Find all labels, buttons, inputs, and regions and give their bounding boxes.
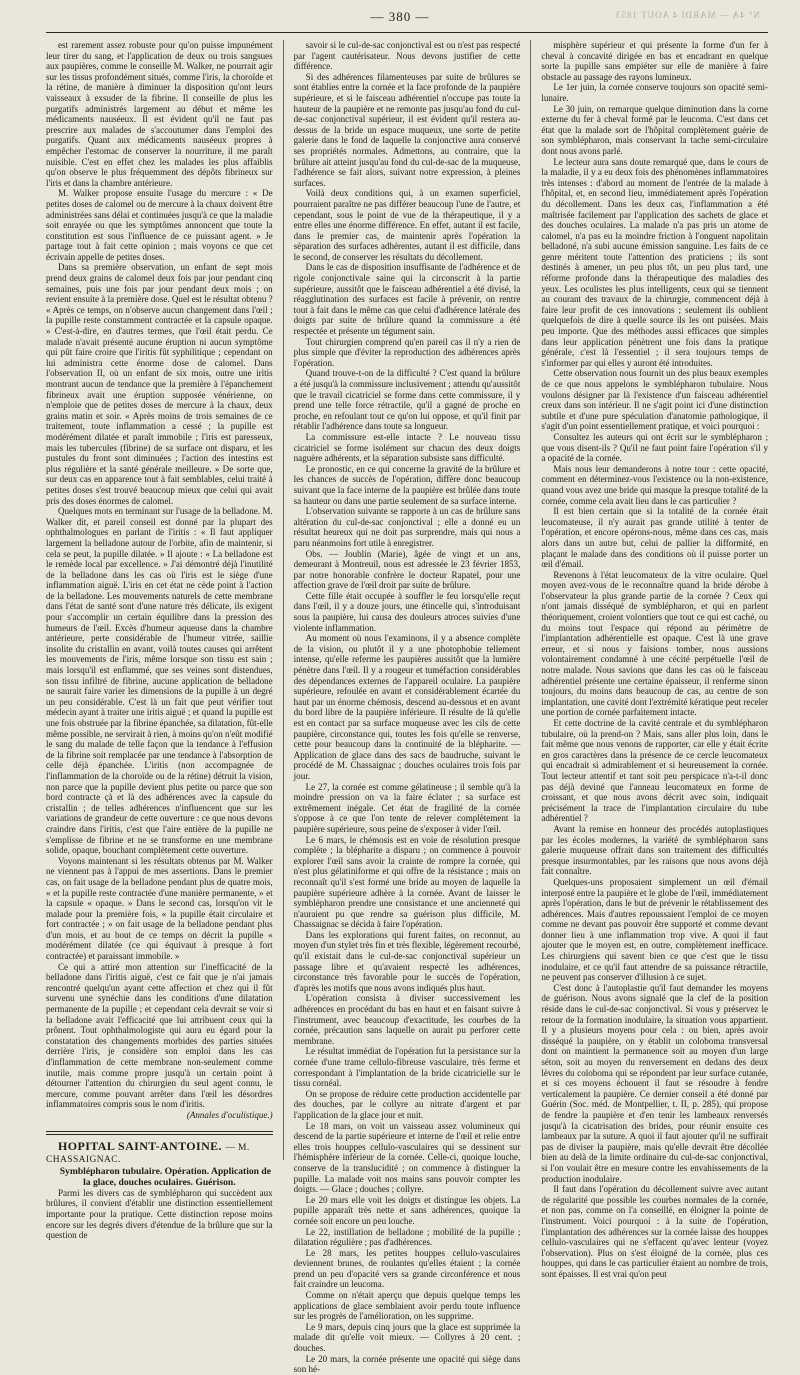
section-divider bbox=[46, 1131, 273, 1135]
paragraph: Mais nous leur demanderons à notre tour : cette opacité, comment en déterminez-vous l'existence ou la non-existence, quand vous avez une bride qui masque la presque totalité de la cornée, comme cela avait lieu dans le cas particulier ? bbox=[541, 463, 768, 506]
paragraph: Comme on n'était aperçu que depuis quelque temps les applications de glace semblaient avoir perdu toute influence sur les progrès de l'amélioration, on les supprime. bbox=[293, 1290, 521, 1322]
paragraph: C'est donc à l'autoplastie qu'il faut demander les moyens de guérison. Nous avons signalé que la clef de la position réside dans le cul-de-sac conjonctival. Si vous y préservez le retour de la formation inodulaire, la situation vous appartient. Il y a plusieurs moyens pour cela : ou bien, après avoir disséqué la paupière, on y établit un coloboma transversal dont on maintient la permanence soit au moyen d'un large séton, soit au moyen du renversement en dedans des deux lèvres du coloboma qui se répondent par leur surface cutanée, et si ces moyens échouent il faut se résoudre à fendre verticalement la paupière. Ce dernier conseil a été donné par Guérin (Soc. méd. de Montpellier, t. II, p. 285), qui propose de fendre la paupière et d'en tenir les lambeaux renversés jusqu'à la cicatrisation des brides, pour réunir ensuite ces lambeaux par la suture. A quoi il faut ajouter qu'il ne suffirait pas de diviser la paupière, mais qu'elle devrait être décollée bien au delà de la limite ordinaire du cul-de-sac conjonctival, si l'on voulait être en mesure contre les envahissements de la production inodulaire. bbox=[541, 982, 768, 1184]
column-2 bbox=[293, 40, 521, 1375]
header-rule bbox=[46, 32, 768, 33]
paragraph: Avant la remise en honneur des procédés autoplastiques par les écoles modernes, la variété de symblépharon sans galerie muqueuse offrait dans son traitement des difficultés presque insurmontables, par les raisons que nous avons déjà fait connaître. bbox=[541, 823, 768, 877]
paragraph: Le 22, instillation de belladone ; mobilité de la pupille ; dilatation régulière ; pas d'adhérences. bbox=[293, 1226, 521, 1248]
page-header bbox=[40, 4, 760, 30]
paragraph: Le 30 juin, on remarque quelque diminution dans la corne externe du fer à cheval formé par le leucoma. C'est dans cet état que la malade sort de l'hôpital complètement guérie de son symblépharon, mais conservant la tache semi-circulaire dont nous avons parlé. bbox=[541, 103, 768, 156]
paragraph: Quand trouve-t-on de la difficulté ? C'est quand la brûlure a été jusqu'à la commissure inclusivement ; attendu qu'aussitôt que le travail cicatriciel se forme dans cette commissure, il y prend une telle force rétractile, qu'il a gagné de proche en proche, en refoulant tout ce qu'on lui oppose, et qu'il finit par rétablir l'adhérence dans toute sa longueur. bbox=[293, 368, 521, 432]
article-subtitle: Symblépharon tubulaire. Opération. Application de la glace, douches oculaires. Guérison. bbox=[59, 1165, 271, 1188]
section-heading bbox=[46, 1138, 273, 1166]
paragraph: Ce qui a attiré mon attention sur l'inefficacité de la belladone dans l'iritis aiguë, c'est ce fait que je n'ai jamais rencontré quelqu'un ayant cette affection et chez qui il fût survenu une synéchie dans les conditions d'une dilatation permanente de la pupille ; et cependant cela devrait se voir si la belladone avait l'efficacité que lui attribuent ceux qui la prônent. Tout ophthalmologiste qui aura eu égard pour la constatation des changements morbides des parties situées derrière l'iris, je considère son emploi dans les cas d'inflammation de cette membrane non-seulement comme inutile, mais comme propre jusqu'à un certain point à détourner l'attention du chirurgien du seul agent connu, le mercure, comme pouvant arrêter dans l'œil les désordres inflammatoires compris sous le nom d'iritis. bbox=[46, 961, 273, 1110]
paragraph: Obs. — Joublin (Marie), âgée de vingt et un ans, demeurant à Montreuil, nous est adressée le 23 février 1853, par notre honorable confrère le docteur Rapatel, pour une affection grave de l'œil droit par suite de brûlure. bbox=[293, 548, 521, 591]
paragraph: Dans le cas de disposition insuffisante de l'adhérence et de rigole conjonctivale saine qui la circonscrit à la partie supérieure, aussitôt que le faisceau adhérentiel a été divisé, la réagglutination des surfaces est facile à prévenir, on rentre tout à fait dans le même cas que celui d'adhérence latérale des doigts par suite de brûlure quand la commissure a été respectée et présente un tégument sain. bbox=[293, 262, 521, 337]
column-3 bbox=[541, 40, 769, 1279]
paragraph: Le lecteur aura sans doute remarqué que, dans le cours de la maladie, il y a eu deux fois des phénomènes inflammatoires très intenses : d'abord au moment de l'entrée de la malade à l'hôpital, et, en second lieu, immédiatement après l'opération du décollement. Dans les deux cas, l'inflammation a été maîtrisée facilement par l'application des sachets de glace et des douches oculaires. La malade n'a pas pris un atome de calomel, n'a pas eu la moindre friction à l'onguent napolitain belladoné, n'a subi aucune émission sanguine. Les faits de ce genre méritent toute l'attention des praticiens ; ils sont destinés à amener, un peu plus tôt, un peu plus tard, une réforme profonde dans la thérapeutique des maladies des yeux. Les oculistes les plus intelligents, ceux qui se tiennent au courant des travaux de la chirurgie, commencent déjà à faire leur profit de ces innovations ; seulement ils oublient quelquefois de dire à quelle source ils les ont puisées. Mais peu importe. Que des méthodes aussi efficaces que simples dans leur application pénètrent une fois dans la pratique générale, c'est là l'essentiel ; il sera toujours temps de s'informer par qui elles y auront été introduites. bbox=[541, 156, 768, 368]
paragraph: La commissure est-elle intacte ? Le nouveau tissu cicatriciel se forme isolément sur chacun des deux doigts naguère adhérents, et la séparation subsiste sans difficulté. bbox=[293, 431, 521, 464]
paragraph: Il faut dans l'opération du décollement suivre avec autant de régularité que possible les courbes normales de la cornée, et non pas, comme on l'a conseillé, en éloigner la pointe de l'instrument. Voici pourquoi : à la suite de l'opération, l'implantation des adhérences sur la cornée laisse des houppes cellulo-vasculaires qui ne s'effacent qu'avec lenteur (voyez l'observation). Plus on s'est éloigné de la cornée, plus ces houppes, qui dans le cas particulier étaient au nombre de trois, sont épaisses. Il est vrai qu'on peut bbox=[541, 1184, 768, 1279]
bleed-through-text: N° 4A — MARDI 4 AOUT 1853 bbox=[615, 10, 760, 20]
paragraph: Le 20 mars elle voit les doigts et distingue les objets. La pupille apparaît très nette et sans adhérences, quoique la cornée soit encore un peu louche. bbox=[293, 1194, 521, 1226]
paragraph: Le 28 mars, les petites houppes cellulo-vasculaires deviennent brunes, de roulantes qu'elles étaient ; la cornée prend un peu d'opacité vers sa grande circonférence et nous fait craindre un leucoma. bbox=[293, 1247, 521, 1290]
paragraph: Le pronostic, en ce qui concerne la gravité de la brûlure et les chances de succès de l'opération, diffère donc beaucoup suivant que la face interne de la paupière est brûlée dans toute sa hauteur ou dans une partie seulement de sa surface interne. bbox=[293, 463, 521, 506]
paragraph: Consultez les auteurs qui ont écrit sur le symblépharon ; que vous disent-ils ? Qu'il ne faut point faire l'opération s'il y a opacité de la cornée. bbox=[541, 431, 768, 464]
paragraph: Au moment où nous l'examinons, il y a absence complète de la vision, ou plutôt il y a une photophobie tellement intense, qu'elle referme les paupières aussitôt que la lumière pénètre dans l'œil. Il y a rougeur et tuméfaction considérables des dépendances externes de l'appareil oculaire. La paupière supérieure, refoulée en avant et considérablement écartée du haut par un énorme chémosis, descend au-dessous et en avant du bord libre de la paupière inférieure. Il résulte de là qu'elle est en contact par sa surface muqueuse avec les cils de cette paupière, circonstance qui, toutes les fois qu'elle se renverse, cette pour beaucoup dans la continuité de la blépharite. — Application de glace dans des sacs de baudruche, suivant le procédé de M. Chassaignac ; douches oculaires trois fois par jour. bbox=[293, 633, 521, 781]
paragraph: Cette observation nous fournit un des plus beaux exemples de ce que nous appelons le symblépharon tubulaire. Nous voulons désigner par là l'existence d'un faisceau adhérentiel creux dans son intérieur. Il ne s'agit point ici d'une distinction subtile et d'une pure spéculation d'anatomie pathologique, il s'agit d'un point essentiellement pratique, et voici pourquoi : bbox=[541, 368, 768, 432]
column-1 bbox=[46, 40, 273, 1241]
text-columns bbox=[46, 40, 769, 1375]
paragraph: Dans les explorations qui furent faites, on reconnut, au moyen d'un stylet très fin et très flexible, légèrement recourbé, qu'il existait dans le cul-de-sac conjonctival supérieur un passage libre et qu'avaient respecté les adhérences, circonstance très favorable pour le succès de l'opération, d'après les motifs que nous avons indiqués plus haut. bbox=[293, 929, 521, 993]
paragraph: Le 9 mars, depuis cinq jours que la glace est supprimée la malade dit qu'elle voit mieux. — Collyres à 20 cent. ; douches. bbox=[293, 1321, 521, 1354]
citation: (Annales d'oculistique.) bbox=[186, 1109, 273, 1120]
paragraph: Le 1er juin, la cornée conserve toujours son opacité semi-lunaire. bbox=[541, 82, 768, 103]
paragraph: Voyons maintenant si les résultats obtenus par M. Walker ne viennent pas à l'appui de mes assertions. Dans le premier cas, on fait usage de la belladone pendant plus de quatre mois, « et la pupille reste contractée d'une manière permanente, » et la capsule « opaque. » Dans le second cas, lorsqu'on vit le malade pour la première fois, « la pupille était circulaire et fort contractée ; » on fait usage de la belladone pendant plus d'un mois, et au bout de ce temps on décrit la pupille « modérément dilatée (ce qui équivaut à presque à fort contractée) et paraissant immobile. » bbox=[46, 855, 273, 962]
paragraph: misphère supérieur et qui présente la forme d'un fer à cheval à concavité dirigée en bas et encadrant en quelque sorte la pupille sans empiéter sur elle de manière à faire obstacle au passage des rayons lumineux. bbox=[541, 40, 768, 82]
paragraph: Le résultat immédiat de l'opération fut la persistance sur la cornée d'une trame cellulo-fibreuse vasculaire, très ferme et correspondant à l'implantation de la bride cicatricielle sur le tissu cornéal. bbox=[293, 1046, 521, 1089]
paragraph: Le 6 mars, le chémosis est en voie de résolution presque complète ; la blépharite a disparu ; on commence à pouvoir explorer l'œil sans avoir la crainte de rompre la cornée, qui n'est plus gélatiniforme et qui offre de la résistance ; mais on reconnaît qu'il s'est formé une bride au moyen de laquelle la paupière supérieure adhère à la cornée. Avant de laisser le symblépharon prendre une consistance et une ancienneté qui n'auraient pu que rendre sa guérison plus difficile, M. Chassaignac se décida à faire l'opération. bbox=[293, 834, 521, 930]
paragraph: Parmi les divers cas de symblépharon qui succèdent aux brûlures, il convient d'établir une distinction essentiellement importante pour la pratique. Cette distinction repose moins encore sur les degrés divers d'étendue de la brûlure que sur la question de bbox=[46, 1187, 273, 1241]
column-divider bbox=[530, 40, 531, 1160]
paragraph: Il est bien certain que si la totalité de la cornée était leucomateuse, il n'y aurait pas grande utilité à tenter de l'opération, et encore opérons-nous, même dans ces cas, mais alors dans un autre but, celui de pallier la difformité, en plaçant le malade dans des conditions où il puisse porter un œil d'émail. bbox=[541, 506, 768, 570]
paragraph: On se propose de réduire cette production accidentelle par des douches, par le collyre au nitrate d'argent et par l'application de la glace jour et nuit. bbox=[293, 1088, 521, 1120]
paragraph: M. Walker propose ensuite l'usage du mercure : « De petites doses de calomel ou de mercure à la chaux doivent être administrées sans délai et continuées jusqu'à ce que la maladie soit enrayée ou que les symptômes annoncent que toute la constitution est sous l'influence de ce puissant agent. » Je partage tout à fait cette opinion ; mais voyons ce que cet écrivain appelle de petites doses. bbox=[46, 188, 273, 262]
paragraph: Quelques-uns proposaient simplement un œil d'émail interposé entre la paupière et le globe de l'œil, immédiatement après l'opération, dans le but de prévenir le rétablissement des adhérences. Mais d'autres repoussaient l'emploi de ce moyen comme ne devant pas pouvoir être supporté et comme devant donner lieu à une inflammation trop vive. A quoi il faut ajouter que le moyen est, en outre, complètement inefficace. Les chirurgiens qui savent bien ce que c'est que le tissu inodulaire, et ce qu'il faut attendre de sa puissance rétractile, ne peuvent pas conserver d'illusion à ce sujet. bbox=[541, 876, 768, 983]
page-number: — 380 — bbox=[370, 9, 430, 24]
paragraph: Quelques mots en terminant sur l'usage de la belladone. M. Walker dit, et pareil conseil est donné par la plupart des ophthalmologues en parlant de l'iritis : « Il faut appliquer largement la belladone autour de l'orbite, afin de maintenir, si cela se peut, la pupille dilatée. » Il ajoute : « La belladone est le remède local par excellence. » J'ai démontré déjà l'inutilité de la belladone dans les cas où l'iris est le siège d'une inflammation aiguë. L'iris en cet état ne cède point à l'action de la belladone. Les mouvements naturels de cette membrane dans l'état de santé sont d'une nature très délicate, ils exigent pour s'accomplir un certain équilibre dans la pression des humeurs de l'œil. Excès d'humeur aqueuse dans la chambre antérieure, perte considérable de l'humeur vitrée, saillie insolite du cristallin en avant, voilà toutes causes qui arrêtent les mouvements de l'iris, même lorsque son tissu est sain ; mais lorsqu'il est enflammé, que ses veines sont distendues, son tissu infiltré de fibrine, aucune application de belladone ne saurait faire varier les dimensions de la pupille à un degré un peu considérable. C'est là un fait que peut vérifier tout médecin ayant à traiter une iritis aiguë ; et quand la pupille est une fois obstruée par la fibrine épanchée, sa dilatation, fût-elle même possible, ne servirait à rien, à moins qu'on n'eût modifié le sang du malade de telle façon que la tendance à l'effusion de la fibrine soit remplacée par une tendance à l'absorption de celle déjà épanchée. L'iritis (non accompagnée de l'inflammation de la choroïde ou de la rétine) détruit la vision, non parce que la pupille devient plus petite ou parce que son bord contracte çà et là des adhérences avec la capsule du cristallin ; de telles adhérences n'influencent que sur les variations de grandeur de cette ouverture : ce que nous devons craindre dans l'iritis, c'est que l'aire entière de la pupille ne s'emplisse de fibrine et ne se transforme en une membrane solide, opaque, bouchant complètement cette ouverture. bbox=[46, 506, 273, 856]
paragraph: Le 20 mars, la cornée présente une opacité qui siège dans son hé- bbox=[293, 1353, 521, 1375]
paragraph: Voilà deux conditions qui, à un examen superficiel, pourraient paraître ne pas différer beaucoup l'une de l'autre, et cependant, sous le point de vue de la thérapeutique, il y a entre elles une énorme différence. En effet, autant il est facile, dans le premier cas, de maintenir après l'opération la séparation des surfaces adhérentes, autant il est difficile, dans le second, de conserver les résultats du décollement. bbox=[293, 188, 521, 262]
paragraph: Dans sa première observation, un enfant de sept mois prend deux grains de calomel deux fois par jour pendant cinq semaines, puis une fois par jour pendant deux mois ; on revient ensuite à la première dose. Quel est le résultat obtenu ? « Après ce temps, on n'observe aucun changement dans l'œil ; la pupille reste constamment contractée et la capsule opaque. » C'est-à-dire, en d'autres termes, que l'œil était perdu. Ce malade n'avait présenté aucune éruption ni aucun symptôme qui pût faire croire que l'iritis fût syphilitique ; cependant on lui administra cette énorme dose de calomel. Dans l'observation II, où un enfant de six mois, outre une iritis montrant aucun de tendance que la première à l'épanchement fibrineux avait une éruption supposée vénérienne, on n'emploie que de petites doses de mercure à la chaux, deux grains matin et soir. « Après moins de trois semaines de ce traitement, toute inflammation a cessé ; la pupille est modérément dilatée et paraît immobile ; l'iris est paresseux, mais les tubercules (fibrine) de sa surface ont disparu, et les pustules du front sont diminuées ; l'action des intestins est plus régulière et la santé générale meilleure. » De sorte que, sur deux cas en apparence tout à fait semblables, celui traité à petites doses s'est trouvé beaucoup mieux que celui qui avait pris des doses énormes de calomel. bbox=[46, 262, 273, 506]
paragraph: Revenons à l'état leucomateux de la vitre oculaire. Quel moyen avez-vous de le reconnaître quand la bride dérobe à l'observateur la plus grande partie de la cornée ? Ceux qui n'ont jamais disséqué de symblépharon, et qui en parlent théoriquement, croient volontiers que tout ce qui est caché, ou du moins tout l'espace qui répond au périmètre de l'implantation adhérentielle est opaque. C'est là une grave erreur, et si nous y faisions tomber, nous aussions volontairement condamné à une cécité perpétuelle l'œil de notre malade. Nous savions que dans les cas où le faisceau adhérentiel présente une certaine épaisseur, il renferme sinon toujours, du moins dans beaucoup de cas, au centre de son implantation, une cavité dont l'extrémité kératique peut receler une portion de cornée parfaitement intacte. bbox=[541, 569, 769, 718]
paragraph: Le 27, la cornée est comme gélatineuse ; il semble qu'à la moindre pression on va la faire éclater ; sa surface est extrêmement inégale. Cet état de fragilité de la cornée s'oppose à ce que l'on tente de relever complètement la paupière supérieure, sous peine de s'exposer à vider l'œil. bbox=[293, 781, 521, 834]
paragraph: savoir si le cul-de-sac conjonctival est ou n'est pas respecté par l'agent cautérisateur. Nous devons justifier de cette différence. bbox=[293, 40, 521, 72]
paragraph: est rarement assez robuste pour qu'on puisse impunément leur tirer du sang, et l'application de deux ou trois sangsues aux paupières, comme le conseille M. Walker, ne pourrait agir sur les tissus profondément situés, comme l'iris, la choroïde et la rétine, de manière à diminuer la disposition qu'ont leurs vaisseaux à exsuder de la fibrine. Il conseille de plus les purgatifs administrés largement au début et même les médicaments nauséeux. Il est évident qu'il ne faut pas prescrire aux malades de s'accoutumer dans l'emploi des purgatifs. Quant aux médicaments nauséeux propres à empêcher l'estomac de conserver la nourriture, il me paraît nuisible. C'est en effet chez les malades les plus affaiblis qu'on observe le plus fréquemment des dépôts fibrineux sur l'iris et dans la chambre antérieure. bbox=[46, 40, 273, 188]
paragraph: Le 18 mars, on voit un vaisseau assez volumineux qui descend de la partie supérieure et interne de l'œil et relie entre elles trois houppes cellulo-vasculaires qui se dessinent sur l'hémisphère inférieur de la cornée. Celle-ci, quoique louche, conserve de la translucidité ; on commence à distinguer la pupille. La malade voit nos mains sans pouvoir compter les doigts. — Glace ; douches ; collyre. bbox=[293, 1120, 521, 1195]
paragraph: Et cette doctrine de la cavité centrale et du symblépharon tubulaire, où la prend-on ? Mais, sans aller plus loin, dans le fait même que nous venons de rapporter, car elle y était écrite en gros caractères dans la présence de ce cercle leucomateux qui encadrait si admirablement et si heureusement la cornée. Tout lecteur attentif et tant soit peu perspicace n'a-t-il donc pas déjà deviné que l'anneau leucomateux en forme de croissant, et que nous avons décrit avec soin, indiquait précisément la trace de l'implantation circulaire du tube adhérentiel ? bbox=[541, 718, 768, 824]
hospital-doctor: — M. CHASSAIGNAC. bbox=[46, 1142, 250, 1166]
hospital-name: HOPITAL SAINT-ANTOINE. bbox=[58, 1138, 222, 1153]
paragraph: L'opération consista à diviser successivement les adhérences en procédant du bas en haut et en faisant suivre à l'instrument, avec beaucoup d'exactitude, les courbes de la cornée, précaution sans laquelle on aurait pu perforer cette membrane. bbox=[293, 993, 521, 1046]
column-divider bbox=[283, 40, 284, 1160]
paragraph: Si des adhérences filamenteuses par suite de brûlures se sont établies entre la cornée et la face profonde de la paupière supérieure, et si le faisceau adhérentiel n'occupe pas toute la hauteur de la paupière et ne remonte pas jusqu'au fond du cul-de-sac conjonctival supérieur, il est évident qu'il restera au-dessus de la bride un espace muqueux, une sorte de petite galerie dans le fond de laquelle la conjonctive aura conservé ses propriétés normales. Admettons, au contraire, que la brûlure ait atteint jusqu'au fond du cul-de-sac de la muqueuse, l'adhérence se fait alors, suivant notre expression, à pleines surfaces. bbox=[293, 71, 521, 188]
paragraph: L'observation suivante se rapporte à un cas de brûlure sans altération du cul-de-sac conjonctival ; elle a donné eu un résultat heureux qui ne doit pas surprendre, mais qui nous a paru néanmoins fort utile à enregistrer. bbox=[293, 506, 521, 548]
paragraph: Tout chirurgien comprend qu'en pareil cas il n'y a rien de plus simple que d'éviter la reproduction des adhérences après l'opération. bbox=[293, 336, 521, 368]
paragraph: Cette fille était occupée à souffler le feu lorsqu'elle reçut dans l'œil, il y a douze jours, une étincelle qui, s'introduisant sous la paupière, lui causa des douleurs atroces suivies d'une violente inflammation. bbox=[293, 590, 521, 633]
